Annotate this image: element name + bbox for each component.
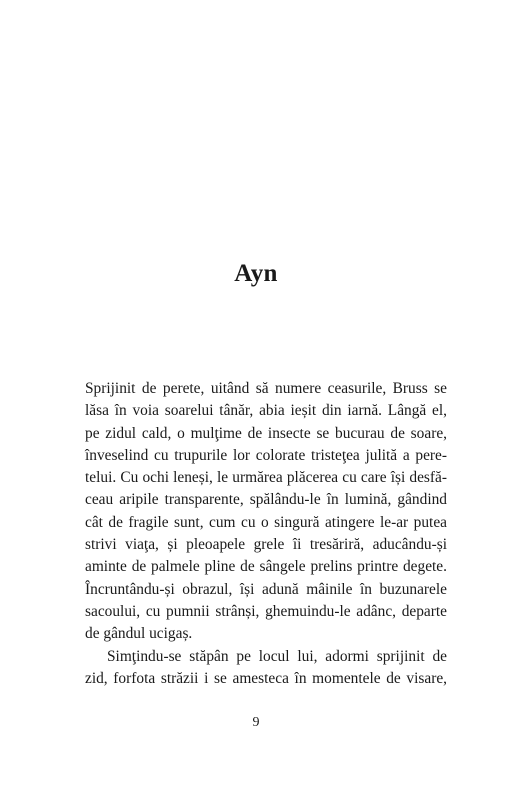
text-line: strivi viaţa, și pleoapele grele îi tresăriră, aducându-și bbox=[85, 536, 447, 554]
text-line: aminte de palmele pline de sângele prelins printre degete. bbox=[85, 558, 447, 576]
text-line: lăsa în voia soarelui tânăr, abia ieșit din iarnă. Lângă el, bbox=[85, 402, 447, 420]
text-line: pe zidul cald, o mulţime de insecte se bucurau de soare, bbox=[85, 424, 447, 442]
text-line: Încruntându-și obrazul, își adună mâinile în buzunarele bbox=[85, 580, 447, 598]
body-text bbox=[85, 378, 447, 690]
text-line: cât de fragile sunt, cum cu o singură atingere le-ar putea bbox=[85, 513, 447, 531]
text-line: ceau aripile transparente, spălându-le în lumină, gândind bbox=[85, 491, 447, 509]
text-line: Sprijinit de perete, uitând să numere ceasurile, Bruss se bbox=[85, 380, 447, 397]
text-line: de gândul ucigaș. bbox=[85, 625, 193, 643]
chapter-title: Ayn bbox=[234, 260, 278, 287]
text-line: înveselind cu trupurile lor colorate tristeţea julită a pere- bbox=[85, 446, 447, 464]
text-line: telui. Cu ochi leneși, le urmărea plăcerea cu care își desfă- bbox=[85, 469, 447, 487]
page-number: 9 bbox=[252, 715, 260, 730]
text-line: zid, forfota străzii i se amesteca în momentele de visare, bbox=[85, 669, 447, 687]
text-line: Simţindu-se stăpân pe locul lui, adormi sprijinit de bbox=[107, 647, 447, 665]
text-line: sacoului, cu pumnii strânși, ghemuindu-le adânc, departe bbox=[85, 602, 447, 620]
